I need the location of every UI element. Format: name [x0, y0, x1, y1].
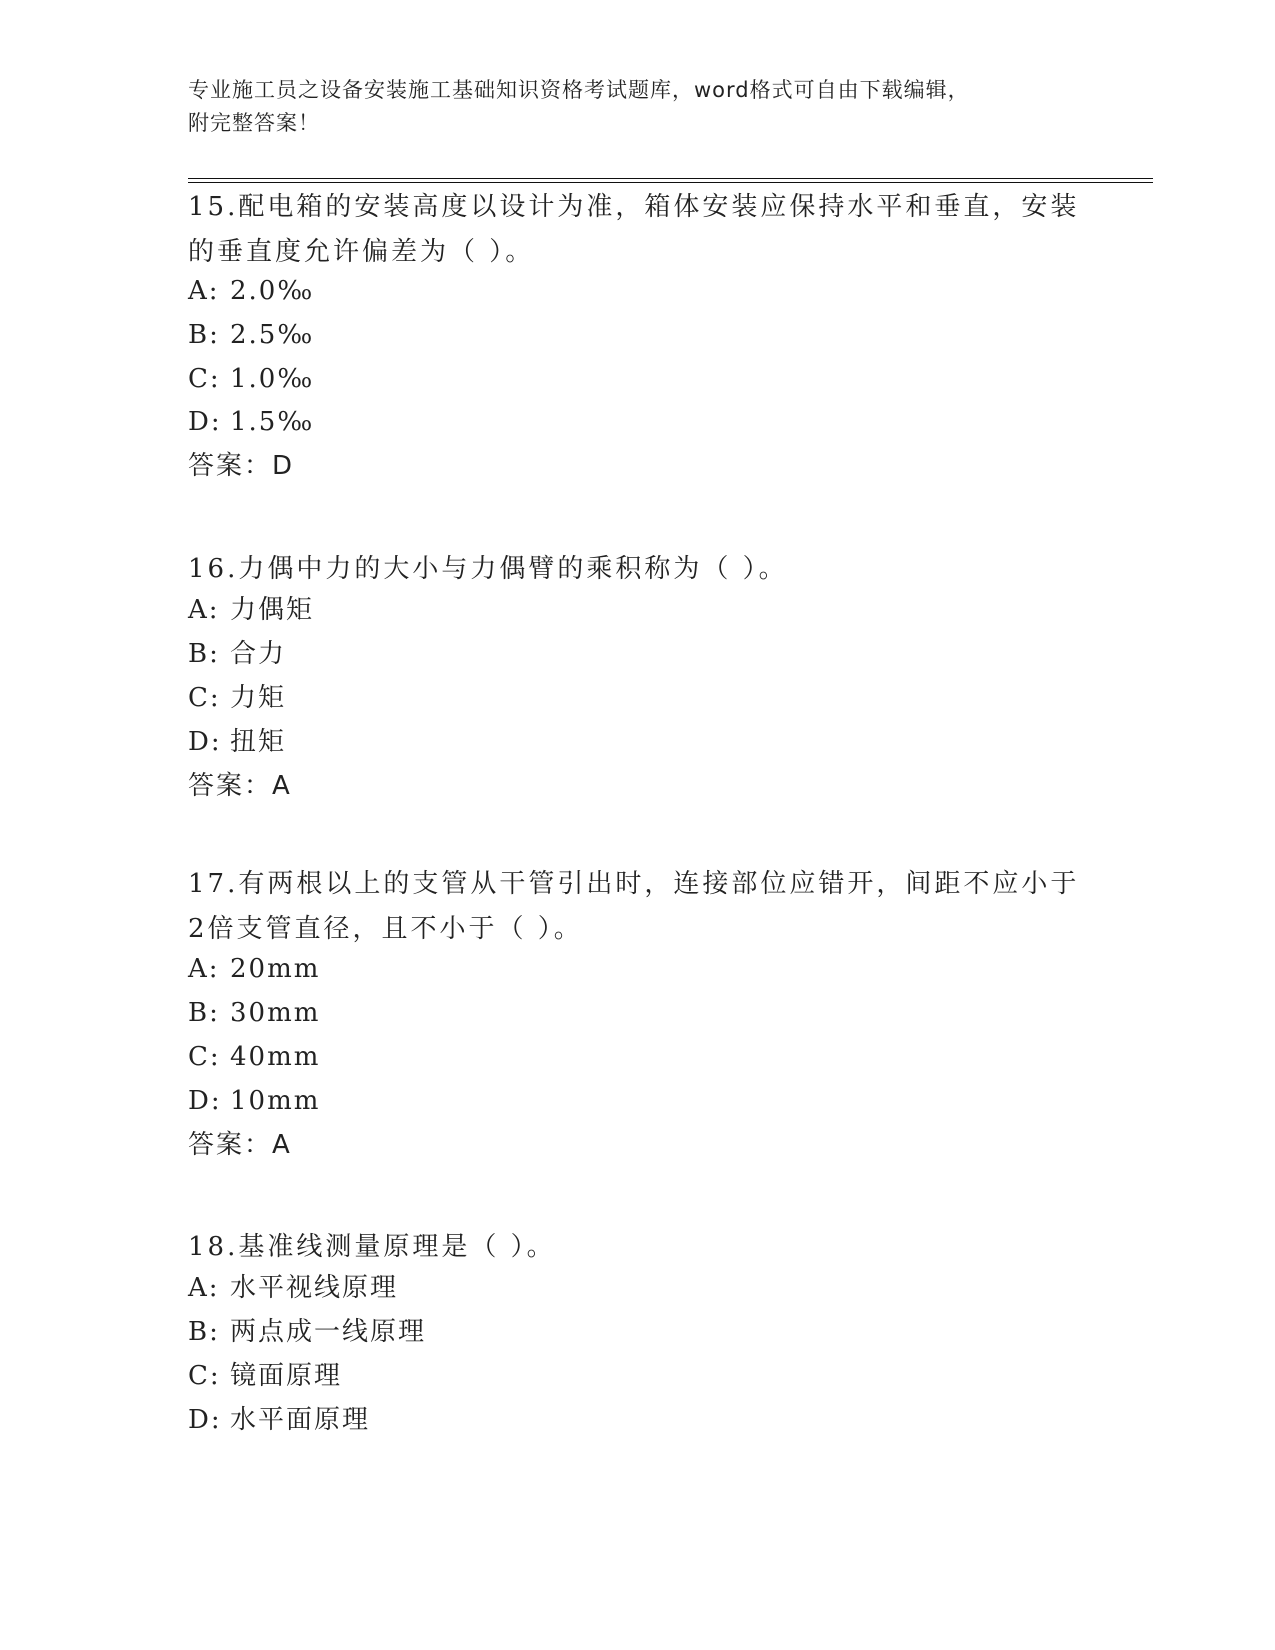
question-17-option-a	[188, 952, 320, 986]
option-text: 1.0‰	[230, 364, 315, 394]
option-letter: C:	[188, 1042, 221, 1072]
option-letter: D:	[188, 1405, 222, 1435]
option-letter: B:	[188, 639, 220, 669]
option-text: 20mm	[230, 954, 321, 984]
option-letter: D:	[188, 727, 222, 757]
option-text: 扭矩	[230, 727, 287, 757]
header-divider-top	[188, 178, 1153, 179]
question-18-option-a	[188, 1271, 398, 1305]
option-letter: C:	[188, 364, 221, 394]
option-text: 30mm	[230, 998, 321, 1028]
option-text: 合力	[230, 639, 287, 669]
question-15-option-b	[188, 318, 314, 352]
document-header	[188, 74, 1088, 140]
question-16-option-a	[188, 593, 314, 627]
option-letter: B:	[188, 1317, 220, 1347]
question-15-option-d	[188, 405, 314, 439]
option-letter: B:	[188, 998, 220, 1028]
question-17-answer: 答案：A	[188, 1130, 292, 1160]
option-text: 力矩	[230, 683, 287, 713]
option-text: 10mm	[230, 1086, 321, 1116]
option-letter: A:	[188, 954, 220, 984]
question-17-option-d	[188, 1084, 320, 1118]
question-18-option-b	[188, 1315, 426, 1349]
question-15-option-a	[188, 274, 314, 308]
question-16-option-c	[188, 681, 286, 715]
question-15-answer: 答案：D	[188, 451, 295, 481]
question-17-stem: 17.有两根以上的支管从干管引出时，连接部位应错开，间距不应小于2倍支管直径，且不小于（ ）。	[188, 869, 1080, 944]
option-text: 2.0‰	[230, 276, 315, 306]
question-18-option-d	[188, 1403, 370, 1437]
option-letter: B:	[188, 320, 220, 350]
option-text: 两点成一线原理	[230, 1317, 427, 1347]
header-divider-bottom	[188, 182, 1153, 183]
question-17-option-b	[188, 996, 320, 1030]
option-letter: A:	[188, 1273, 220, 1303]
question-16-answer: 答案：A	[188, 771, 292, 801]
question-16-stem: 16.力偶中力的大小与力偶臂的乘积称为（ ）。	[188, 554, 788, 584]
option-letter: A:	[188, 595, 220, 625]
option-letter: C:	[188, 683, 221, 713]
option-letter: D:	[188, 407, 222, 437]
question-18-option-c	[188, 1359, 342, 1393]
question-18-stem: 18.基准线测量原理是（ ）。	[188, 1232, 556, 1262]
question-15-stem: 15.配电箱的安装高度以设计为准，箱体安装应保持水平和垂直，安装的垂直度允许偏差为（ ）。	[188, 192, 1080, 267]
option-text: 力偶矩	[230, 595, 315, 625]
option-letter: D:	[188, 1086, 222, 1116]
option-text: 40mm	[230, 1042, 321, 1072]
question-15-option-c	[188, 362, 314, 396]
header-line-2: 附完整答案！	[188, 111, 320, 135]
option-text: 镜面原理	[230, 1361, 343, 1391]
option-text: 水平视线原理	[230, 1273, 399, 1303]
option-text: 1.5‰	[230, 407, 315, 437]
option-letter: C:	[188, 1361, 221, 1391]
option-letter: A:	[188, 276, 220, 306]
question-17-option-c	[188, 1040, 320, 1074]
option-text: 2.5‰	[230, 320, 315, 350]
option-text: 水平面原理	[230, 1405, 371, 1435]
header-line-1: 专业施工员之设备安装施工基础知识资格考试题库，word格式可自由下载编辑，	[188, 78, 970, 102]
question-16-option-d	[188, 725, 286, 759]
question-16-option-b	[188, 637, 286, 671]
